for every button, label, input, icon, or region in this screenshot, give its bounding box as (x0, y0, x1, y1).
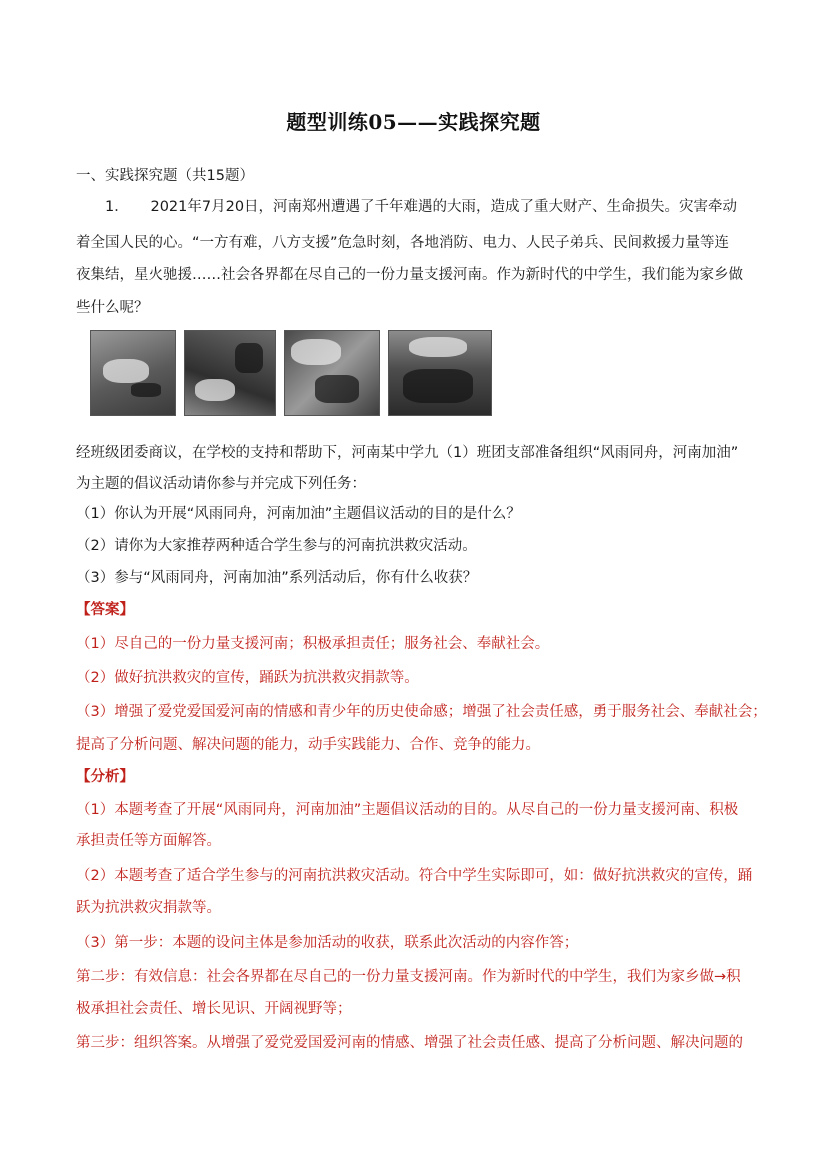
analysis-line: （3）第一步：本题的设问主体是参加活动的收获，联系此次活动的内容作答； (76, 935, 579, 951)
question-line: 着全国人民的心。“一方有难，八方支援”危急时刻，各地消防、电力、人民子弟兵、民间救援力量等连 (76, 235, 730, 251)
analysis-label: 【分析】 (76, 769, 134, 785)
context-line: 经班级团委商议，在学校的支持和帮助下，河南某中学九（1）班团支部准备组织“风雨同舟，河南加油” (76, 445, 739, 461)
document-title: 题型训练05——实践探究题 (286, 110, 541, 134)
context-line: 为主题的倡议活动请你参与并完成下列任务： (76, 476, 366, 492)
answer-line: （3）增强了爱党爱国爱河南的情感和青少年的历史使命感；增强了社会责任感，勇于服务社会、奉献社会； (76, 704, 767, 720)
task-line: （2）请你为大家推荐两种适合学生参与的河南抗洪救灾活动。 (76, 538, 477, 554)
question-line: 些什么呢？ (76, 300, 149, 316)
analysis-line: 第三步：组织答案。从增强了爱党爱国爱河南的情感、增强了社会责任感、提高了分析问题、解决问题的 (76, 1035, 743, 1051)
task-line: （3）参与“风雨同舟，河南加油”系列活动后，你有什么收获？ (76, 570, 478, 586)
flood-photo-image (388, 330, 492, 416)
answer-line: 提高了分析问题、解决问题的能力，动手实践能力、合作、竞争的能力。 (76, 737, 540, 753)
task-line: （1）你认为开展“风雨同舟，河南加油”主题倡议活动的目的是什么？ (76, 506, 521, 522)
answer-line: （2）做好抗洪救灾的宣传，踊跃为抗洪救灾捐款等。 (76, 670, 419, 686)
question-line: 夜集结，星火驰援……社会各界都在尽自己的一份力量支援河南。作为新时代的中学生，我们能为家乡做 (76, 267, 743, 283)
section-heading: 一、实践探究题（共15题） (76, 168, 254, 184)
analysis-line: 承担责任等方面解答。 (76, 833, 221, 849)
question-line: 1． 2021年7月20日，河南郑州遭遇了千年难遇的大雨，造成了重大财产、生命损失。灾害牵动 (76, 199, 738, 215)
flood-photo-image (184, 330, 276, 416)
analysis-line: 跃为抗洪救灾捐款等。 (76, 900, 221, 916)
answer-line: （1）尽自己的一份力量支援河南；积极承担责任；服务社会、奉献社会。 (76, 636, 550, 652)
photo-strip (90, 330, 492, 416)
analysis-line: （1）本题考查了开展“风雨同舟，河南加油”主题倡议活动的目的。从尽自己的一份力量支援河南、积极 (76, 802, 739, 818)
flood-photo-image (284, 330, 380, 416)
analysis-line: 极承担社会责任、增长见识、开阔视野等； (76, 1001, 352, 1017)
answer-label: 【答案】 (76, 602, 134, 618)
analysis-line: （2）本题考查了适合学生参与的河南抗洪救灾活动。符合中学生实际即可，如：做好抗洪救灾的宣传，踊 (76, 868, 753, 884)
analysis-line: 第二步：有效信息：社会各界都在尽自己的一份力量支援河南。作为新时代的中学生，我们为家乡做→积 (76, 969, 741, 985)
flood-photo-image (90, 330, 176, 416)
